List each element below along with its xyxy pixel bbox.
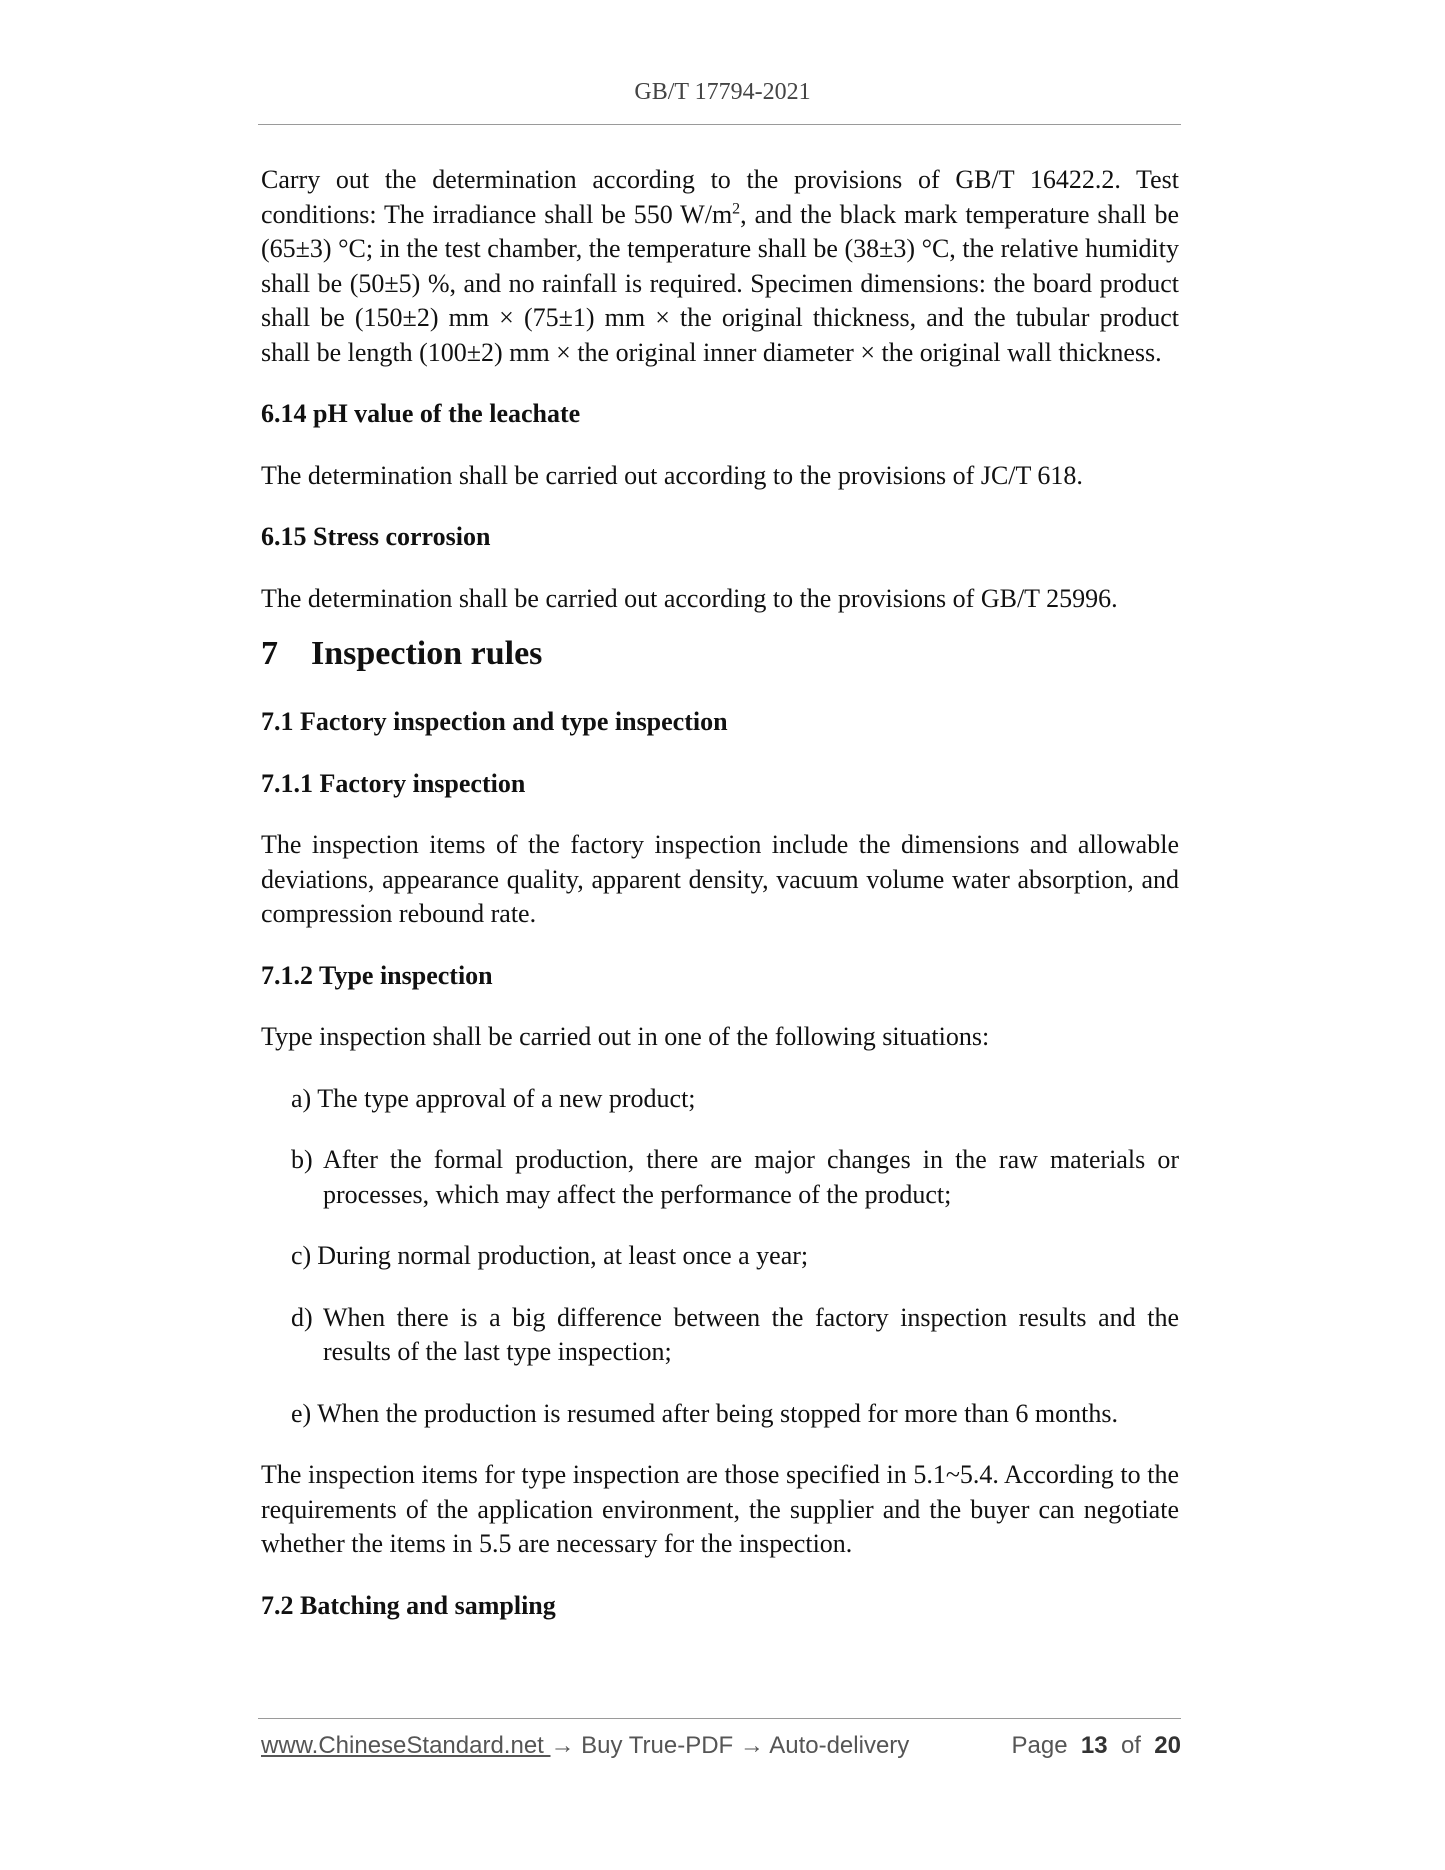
list-item <box>291 1239 1179 1274</box>
footer-links <box>261 1732 909 1760</box>
total-pages: 20 <box>1154 1732 1181 1759</box>
section-7-1-2-intro: Type inspection shall be carried out in one of the following situations: <box>261 1022 990 1051</box>
list-item-label: a) <box>291 1083 312 1113</box>
auto-delivery-text: Auto-delivery <box>763 1732 910 1759</box>
list-item-label: e) <box>291 1398 312 1428</box>
list-item <box>291 1143 1179 1212</box>
page-label: Page <box>1011 1732 1068 1759</box>
list-item <box>291 1397 1179 1432</box>
section-6-15-heading: 6.15 Stress corrosion <box>261 522 491 551</box>
intro-text-part1: Carry out the determination according to the provisions of GB/T 16422.2. Test conditions: The irradiance shall be 550 W/m <box>261 165 1179 229</box>
intro-paragraph <box>261 163 1179 370</box>
buy-pdf-text: Buy True-PDF <box>574 1732 740 1759</box>
section-7-1-1-heading: 7.1.1 Factory inspection <box>261 768 526 798</box>
page-footer <box>261 1732 1181 1766</box>
list-item-text: The type approval of a new product; <box>317 1083 696 1113</box>
chapter-number: 7 <box>261 635 278 672</box>
of-label: of <box>1120 1732 1141 1759</box>
section-7-1-1-text: The inspection items of the factory inspection include the dimensions and allowable deviations, appearance quality, apparent density, vacuum volume water absorption, and compression rebound rate. <box>261 830 1179 928</box>
section-6-14-heading: 6.14 pH value of the leachate <box>261 399 581 428</box>
list-item <box>291 1082 1179 1117</box>
current-page: 13 <box>1080 1732 1108 1759</box>
chapter-7-heading <box>261 634 1179 674</box>
section-7-1-2-heading: 7.1.2 Type inspection <box>261 960 493 990</box>
footer-rule <box>258 1718 1181 1719</box>
website-link[interactable]: www.ChineseStandard.net <box>261 1732 551 1759</box>
arrow-right-icon: → <box>550 1732 575 1759</box>
section-6-14-text: The determination shall be carried out according to the provisions of JC/T 618. <box>261 460 1083 490</box>
list-item-label: d) <box>291 1302 313 1332</box>
list-item-text: After the formal production, there are major changes in the raw materials or processes, which may affect the performance of the product; <box>323 1145 1179 1209</box>
list-item <box>291 1301 1179 1370</box>
list-item-text: During normal production, at least once a year; <box>317 1241 809 1270</box>
situations-list <box>291 1082 1179 1432</box>
chapter-title: Inspection rules <box>311 635 543 672</box>
arrow-right-icon: → <box>739 1732 764 1759</box>
intro-text-part2: , and the black mark temperature shall be (65±3) °C; in the test chamber, the temperature shall be (38±3) °C, the relative humidity shall be (50±5) %, and no rainfall is required. Specimen dimensions: the board product shall be (150±2) mm × (75±1) mm × the original thickness, and the tubular product shall be length (100±2) mm × the original inner diameter × the original wall thickness. <box>261 199 1179 367</box>
page-content <box>261 163 1179 1623</box>
section-7-1-heading: 7.1 Factory inspection and type inspection <box>261 707 728 736</box>
list-item-label: c) <box>291 1241 312 1270</box>
header-rule <box>258 124 1181 125</box>
section-6-15-text: The determination shall be carried out according to the provisions of GB/T 25996. <box>261 583 1118 613</box>
header-title: GB/T 17794-2021 <box>634 79 811 105</box>
list-item-text: When there is a big difference between the factory inspection results and the results of the last type inspection; <box>323 1302 1179 1366</box>
intro-superscript: 2 <box>732 199 741 217</box>
page-number <box>1011 1732 1181 1760</box>
section-7-1-2-closing: The inspection items for type inspection are those specified in 5.1~5.4. According to the requirements of the application environment, the supplier and the buyer can negotiate whether the items in 5.5 are necessary for the inspection. <box>261 1460 1179 1558</box>
list-item-label: b) <box>291 1145 313 1174</box>
section-7-2-heading: 7.2 Batching and sampling <box>261 1590 556 1620</box>
list-item-text: When the production is resumed after being stopped for more than 6 months. <box>317 1398 1118 1428</box>
